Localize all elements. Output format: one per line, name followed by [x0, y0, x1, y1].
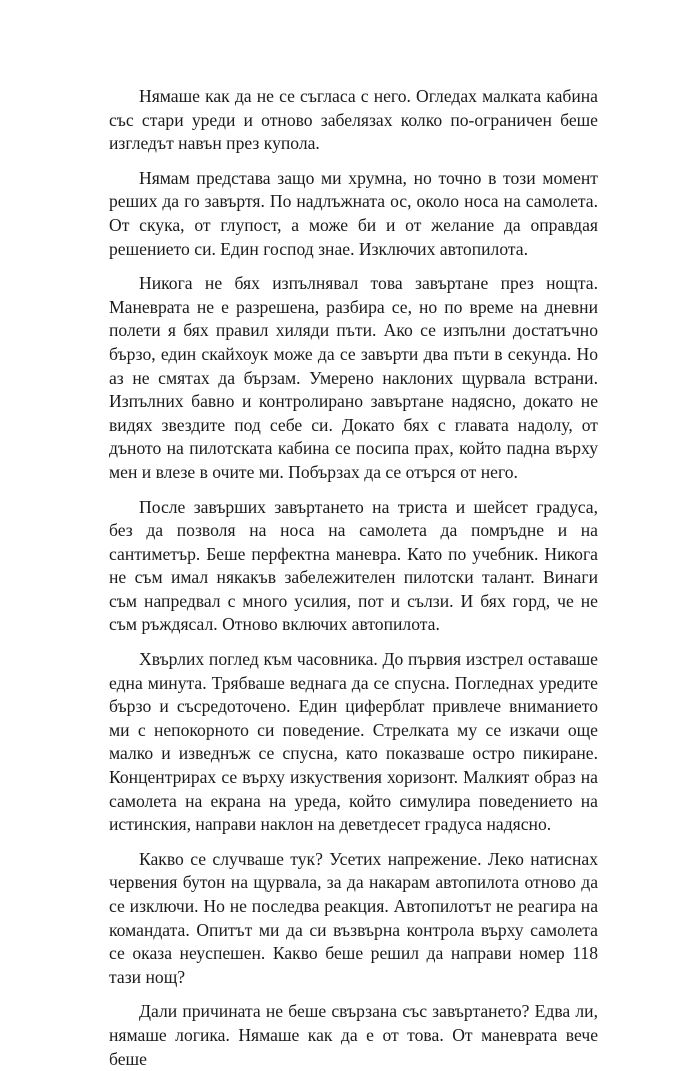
- paragraph-3: Никога не бях изпълнявал това завъртане през нощта. Маневрата не е разрешена, разбира се, но по време на дневни полети я бях правил хиляди пъти. Ако се изпълни достатъчно бързо, един скайхоук може да се завърти два пъти в секунда. Но аз не смятах да бързам. Умерено наклоних щурвала встрани. Изпълних бавно и контролирано завъртане надясно, докато не видях звездите под себе си. Докато бях с главата надолу, от дъното на пилотската кабина се посипа прах, който падна върху мен и влезе в очите ми. Побързах да се отърся от него.: [109, 273, 598, 482]
- paragraph-1: Нямаше как да не се съгласа с него. Огледах малката кабина със стари уреди и отново забелязах колко по-ограничен беше изгледът навън през купола.: [109, 86, 598, 154]
- paragraph-7: Дали причината не беше свързана със завъртането? Едва ли, нямаше логика. Нямаше как да е от това. От маневрата вече беше: [109, 1001, 598, 1069]
- paragraph-5: Хвърлих поглед към часовника. До първия изстрел оставаше една минута. Трябваше веднага да се спусна. Погледнах уредите бързо и съсредоточено. Един циферблат привлече вниманието ми с непокорното си поведение. Стрелката му се изкачи още малко и изведнъж се спусна, като показваше остро пикиране. Концентрирах се върху изкуствения хоризонт. Малкият образ на самолета на екрана на уреда, който симулира поведението на истинския, направи наклон на деветдесет градуса надясно.: [109, 649, 598, 835]
- paragraph-6: Какво се случваше тук? Усетих напрежение. Леко натиснах червения бутон на щурвала, за да накарам автопилота отново да се изключи. Но не последва реакция. Автопилотът не реагира на командата. Опитът ми да си възвърна контрола върху самолета се оказа неуспешен. Какво беше решил да направи номер 118 тази нощ?: [109, 848, 598, 987]
- paragraph-4: После завърших завъртането на триста и шейсет градуса, без да позволя на носа на самолета да помръдне и на сантиметър. Беше перфектна маневра. Като по учебник. Никога не съм имал някакъв забележителен пилотски талант. Винаги съм напредвал с много усилия, пот и сълзи. И бях горд, че не съм ръждясал. Отново включих автопилота.: [109, 496, 598, 635]
- body-text: [109, 85, 598, 1071]
- paragraph-2: Нямам представа защо ми хрумна, но точно в този момент реших да го завъртя. По надлъжната ос, около носа на самолета. От скука, от глупост, а може би и от желание да оправдая решението си. Един господ знае. Изключих автопилота.: [109, 167, 598, 259]
